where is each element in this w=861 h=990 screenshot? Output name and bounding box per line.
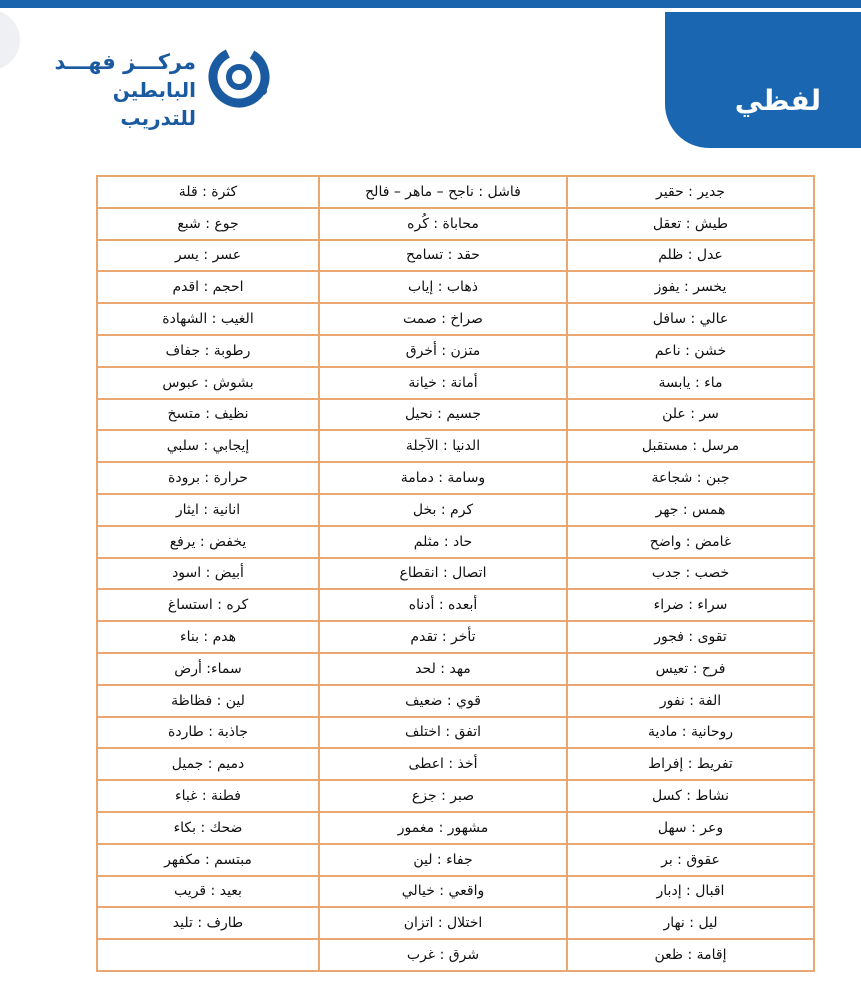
table-cell: طارف : تليد xyxy=(97,907,319,939)
table-cell: بعيد : قريب xyxy=(97,876,319,908)
table-cell: جوع : شبع xyxy=(97,208,319,240)
table-cell: اتفق : اختلف xyxy=(319,717,567,749)
table-row xyxy=(97,780,814,812)
table-cell: صراخ : صمت xyxy=(319,303,567,335)
table-row xyxy=(97,685,814,717)
section-tab xyxy=(665,12,861,148)
table-cell: انانية : ايثار xyxy=(97,494,319,526)
table-cell: سراء : ضراء xyxy=(567,589,814,621)
table-cell: أخذ : اعطى xyxy=(319,748,567,780)
table-cell: يخسر : يفوز xyxy=(567,271,814,303)
table-row xyxy=(97,240,814,272)
table-cell: إيجابي : سلبي xyxy=(97,430,319,462)
table-cell: حرارة : برودة xyxy=(97,462,319,494)
table-row xyxy=(97,907,814,939)
table-cell: غامض : واضح xyxy=(567,526,814,558)
table-cell: الدنيا : الآجلة xyxy=(319,430,567,462)
table-cell: الفة : نفور xyxy=(567,685,814,717)
table-row xyxy=(97,367,814,399)
table-row xyxy=(97,558,814,590)
table-cell: جاذبة : طاردة xyxy=(97,717,319,749)
table-cell: محاباة : كُره xyxy=(319,208,567,240)
table-cell: قوي : ضعيف xyxy=(319,685,567,717)
table-cell: همس : جهر xyxy=(567,494,814,526)
table-row xyxy=(97,335,814,367)
table-row xyxy=(97,271,814,303)
table-row xyxy=(97,876,814,908)
table-cell: اختلال : اتزان xyxy=(319,907,567,939)
table-cell: فاشل : ناجح – ماهر – فالح xyxy=(319,176,567,208)
table-cell: واقعي : خيالي xyxy=(319,876,567,908)
table-cell: متزن : أخرق xyxy=(319,335,567,367)
table-cell: عقوق : بر xyxy=(567,844,814,876)
logo-line1: مركـــز فهـــد xyxy=(54,50,196,74)
table-cell: سماء: أرض xyxy=(97,653,319,685)
table-cell: بشوش : عبوس xyxy=(97,367,319,399)
table-cell: الغيب : الشهادة xyxy=(97,303,319,335)
logo-ring-icon xyxy=(206,44,272,110)
top-accent-bar xyxy=(0,0,861,8)
table-cell: تقوى : فجور xyxy=(567,621,814,653)
table-cell: عسر : يسر xyxy=(97,240,319,272)
table-cell: لين : فظاظة xyxy=(97,685,319,717)
table-cell: ليل : نهار xyxy=(567,907,814,939)
table-cell: جبن : شجاعة xyxy=(567,462,814,494)
table-cell: سر : علن xyxy=(567,399,814,431)
table-row xyxy=(97,748,814,780)
table-row xyxy=(97,717,814,749)
table-cell: اتصال : انقطاع xyxy=(319,558,567,590)
table-cell: حقد : تسامح xyxy=(319,240,567,272)
table-cell: مبتسم : مكفهر xyxy=(97,844,319,876)
table-row xyxy=(97,812,814,844)
table-row xyxy=(97,526,814,558)
table-cell: كثرة : قلة xyxy=(97,176,319,208)
table-cell: مرسل : مستقبل xyxy=(567,430,814,462)
table-cell: كره : استساغ xyxy=(97,589,319,621)
antonyms-table-wrapper xyxy=(96,175,813,972)
table-cell: ضحك : بكاء xyxy=(97,812,319,844)
table-cell: دميم : جميل xyxy=(97,748,319,780)
table-cell: أبيض : اسود xyxy=(97,558,319,590)
table-cell: وسامة : دمامة xyxy=(319,462,567,494)
table-cell: تفريط : إفراط xyxy=(567,748,814,780)
table-cell: وعر : سهل xyxy=(567,812,814,844)
table-row xyxy=(97,399,814,431)
table-cell: اقبال : إدبار xyxy=(567,876,814,908)
table-cell: مشهور : مغمور xyxy=(319,812,567,844)
table-cell: حاد : مثلم xyxy=(319,526,567,558)
table-cell: ماء : يابسة xyxy=(567,367,814,399)
table-cell xyxy=(97,939,319,971)
corner-decoration xyxy=(0,10,20,70)
table-row xyxy=(97,430,814,462)
table-row xyxy=(97,303,814,335)
table-cell: جسيم : نحيل xyxy=(319,399,567,431)
table-cell: عالي : سافل xyxy=(567,303,814,335)
table-cell: إقامة : ظعن xyxy=(567,939,814,971)
table-row xyxy=(97,844,814,876)
table-cell: احجم : اقدم xyxy=(97,271,319,303)
antonyms-table xyxy=(96,175,815,972)
table-cell: مهد : لحد xyxy=(319,653,567,685)
table-cell: ذهاب : إياب xyxy=(319,271,567,303)
table-row xyxy=(97,176,814,208)
table-cell: صبر : جزع xyxy=(319,780,567,812)
antonyms-table-body xyxy=(97,176,814,971)
table-cell: طيش : تعقل xyxy=(567,208,814,240)
table-cell: جدير : حقير xyxy=(567,176,814,208)
table-cell: كرم : بخل xyxy=(319,494,567,526)
table-cell: شرق : غرب xyxy=(319,939,567,971)
table-cell: روحانية : مادية xyxy=(567,717,814,749)
table-cell: نظيف : متسخ xyxy=(97,399,319,431)
logo-text xyxy=(52,48,196,132)
logo-line2: البابطين للتدريب xyxy=(112,78,196,130)
table-row xyxy=(97,462,814,494)
table-cell: رطوبة : جفاف xyxy=(97,335,319,367)
table-cell: عدل : ظلم xyxy=(567,240,814,272)
table-cell: تأخر : تقدم xyxy=(319,621,567,653)
table-cell: هدم : بناء xyxy=(97,621,319,653)
table-cell: يخفض : يرفع xyxy=(97,526,319,558)
table-cell: أبعده : أدناه xyxy=(319,589,567,621)
table-row xyxy=(97,208,814,240)
table-cell: نشاط : كسل xyxy=(567,780,814,812)
table-cell: أمانة : خيانة xyxy=(319,367,567,399)
logo xyxy=(52,42,272,130)
table-cell: خشن : ناعم xyxy=(567,335,814,367)
table-row xyxy=(97,653,814,685)
table-cell: فطنة : غباء xyxy=(97,780,319,812)
table-row xyxy=(97,589,814,621)
table-row xyxy=(97,621,814,653)
table-cell: جفاء : لين xyxy=(319,844,567,876)
table-row xyxy=(97,494,814,526)
section-title: لفظي xyxy=(734,84,821,117)
table-cell: خصب : جدب xyxy=(567,558,814,590)
table-row xyxy=(97,939,814,971)
table-cell: فرح : تعيس xyxy=(567,653,814,685)
